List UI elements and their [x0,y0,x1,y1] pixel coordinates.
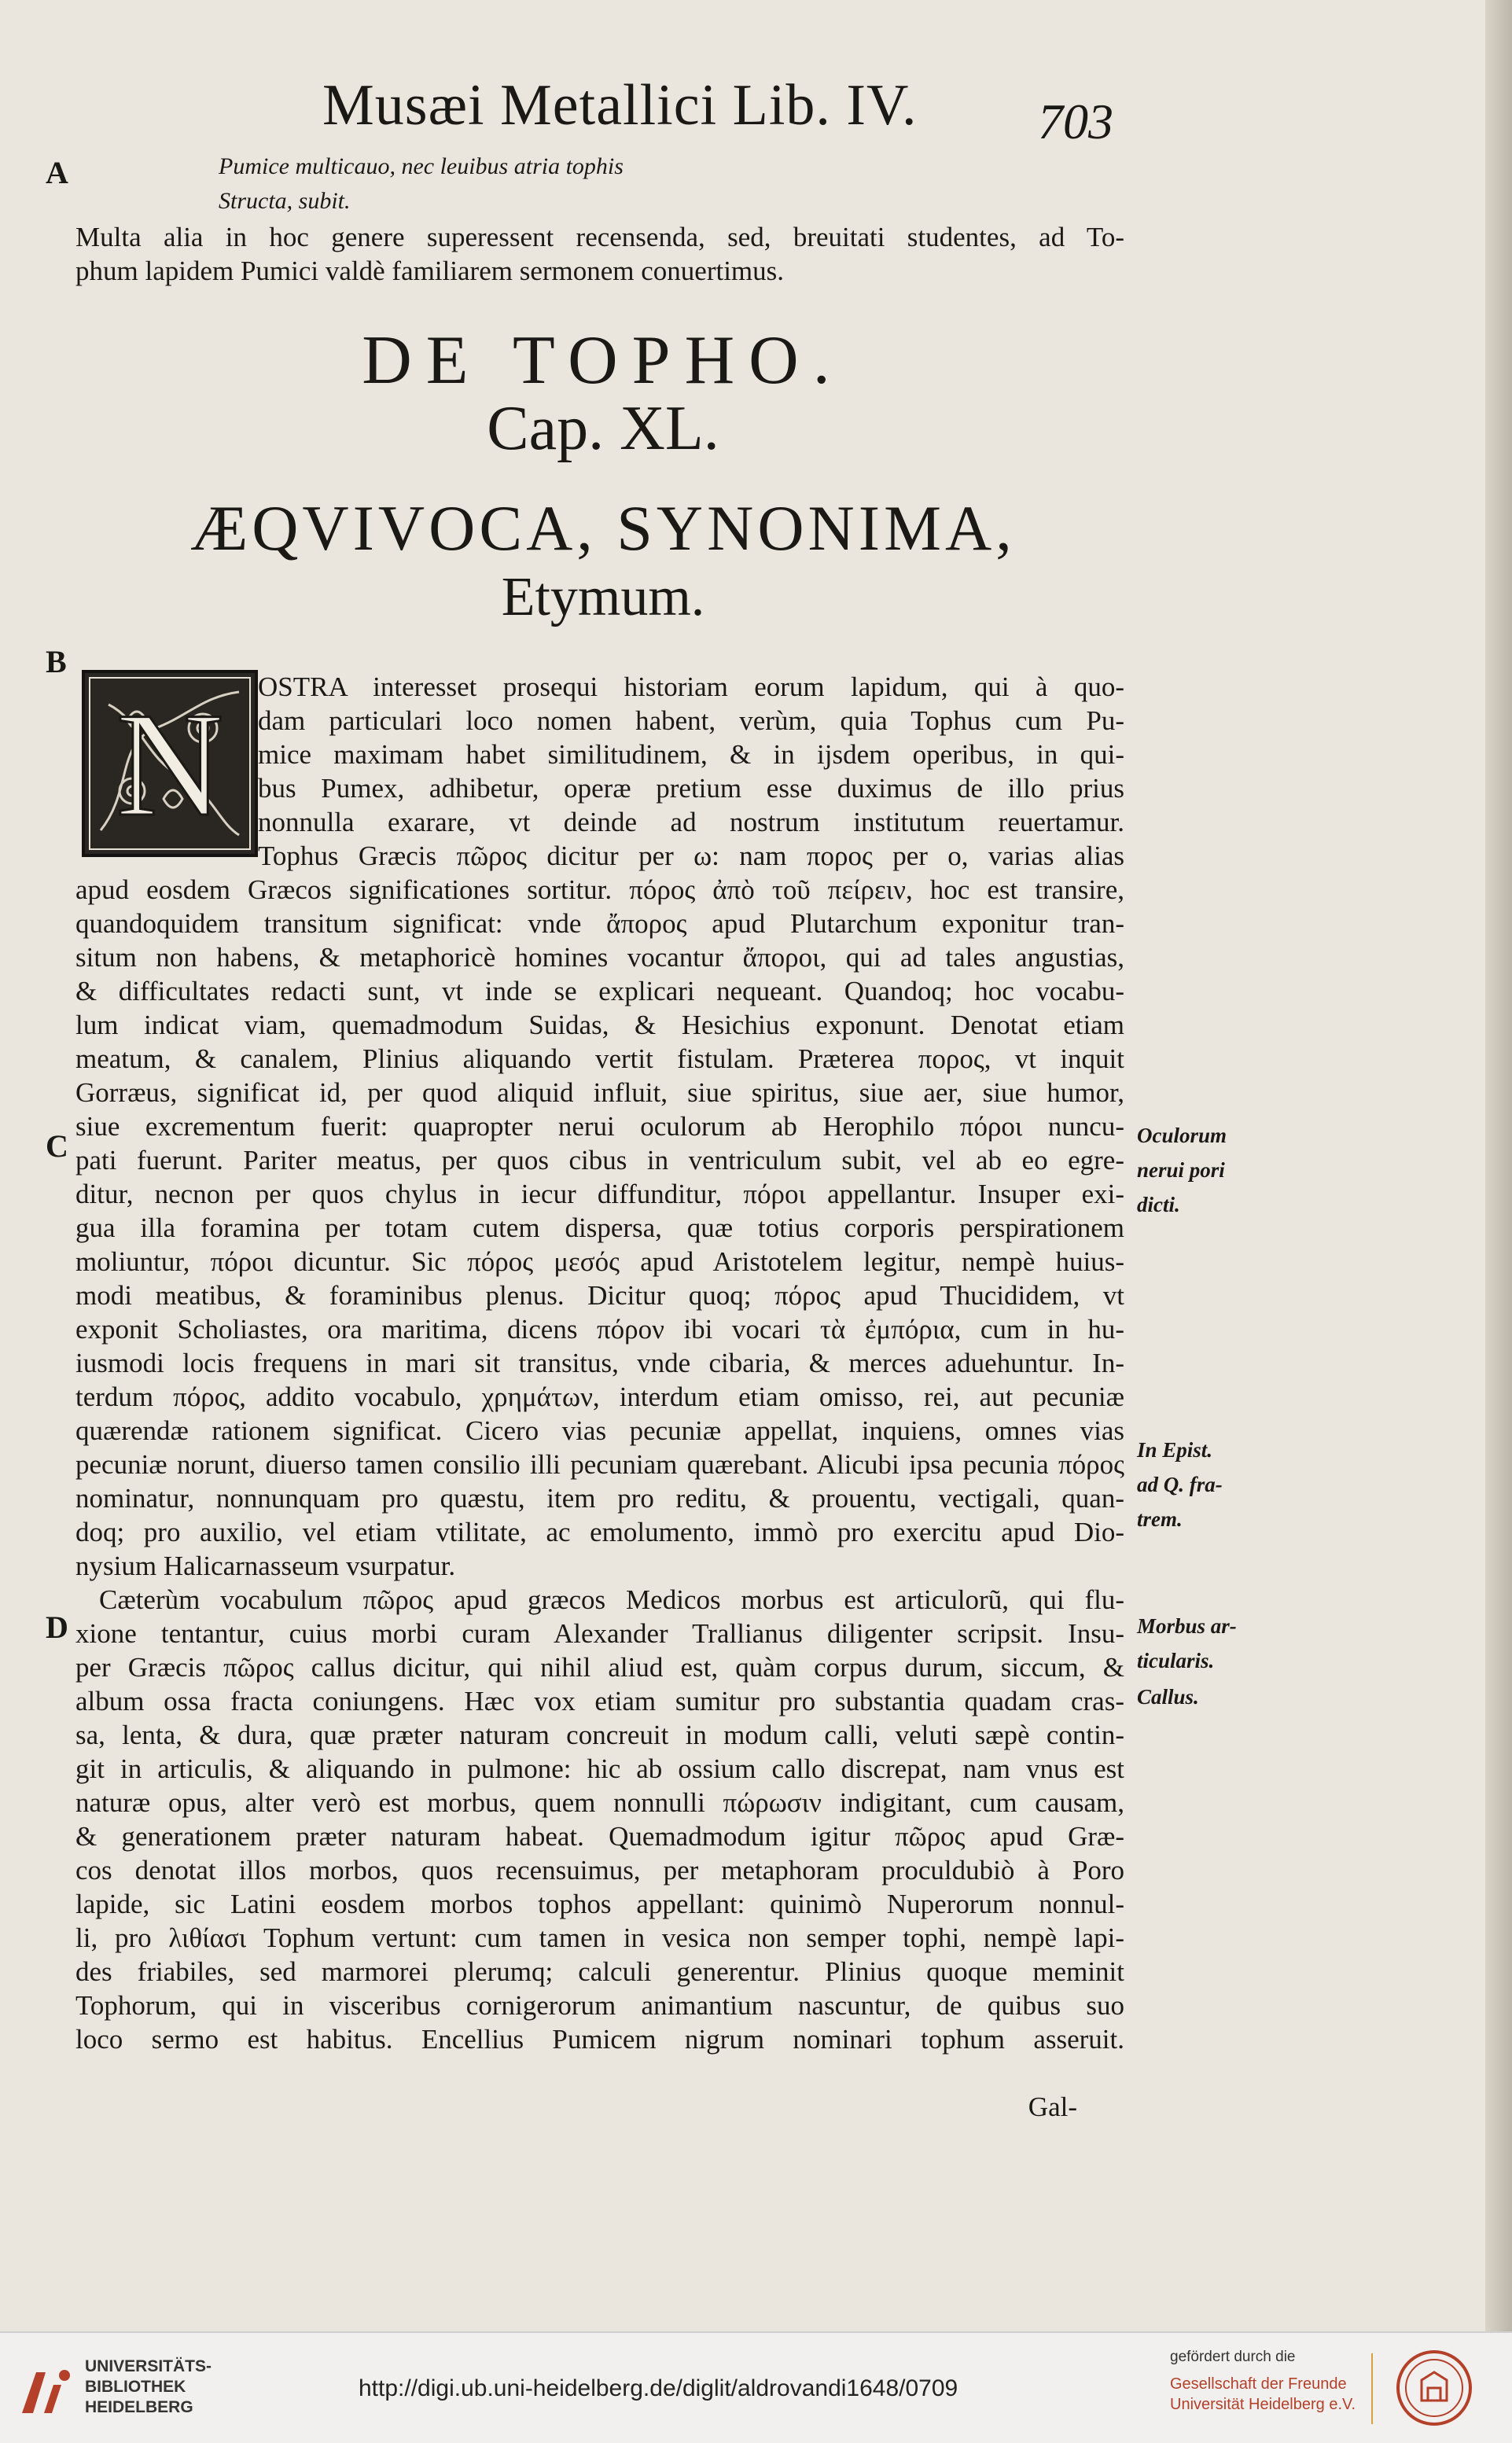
marginal-line: In Epist. [1137,1438,1213,1462]
text-line: git in articulis, & aliquando in pulmone: hic ab ossium callo discrepat, nam vnus est [75,1753,1124,1784]
margin-letter-c: C [46,1128,68,1164]
chapter-number: Cap. XL. [487,394,719,463]
ub-logo-icon[interactable] [17,2363,77,2426]
marginal-line: Morbus ar- [1137,1614,1237,1638]
text-line: terdum πόρος, addito vocabulo, χρημάτων, interdum etiam omisso, rei, aut pecuniæ [75,1382,1124,1412]
chapter-heading: DE TOPHO. [362,322,844,399]
text-line [75,2056,1124,2090]
marginal-line: Oculorum [1137,1124,1227,1147]
society-line: Universität Heidelberg e.V. [1170,2396,1356,2413]
text-line: pati fuerunt. Pariter meatus, per quos cibus in ventriculum subit, vel ab eo egre- [75,1145,1124,1176]
text-line: cos denotat illos morbos, quos recensuimus, per metaphoram proculdubiò à Poro [75,1855,1124,1886]
society-line: Gesellschaft der Freunde [1170,2375,1347,2393]
text-line: lum indicat viam, quemadmodum Suidas, & Hesichius exponunt. Denotat etiam [75,1010,1124,1040]
running-head: Musæi Metallici Lib. IV. [322,73,918,138]
text-line: siue excrementum fuerit: quapropter nerui oculorum ab Herophilo πόροι nuncu- [75,1111,1124,1142]
catchword: Gal- [1028,2092,1077,2122]
intro-paragraph [75,220,1124,288]
margin-letter-a: A [46,155,68,190]
text-line: Multa alia in hoc genere superessent recensenda, sed, breuitati studentes, ad To- [75,222,1124,252]
library-name[interactable] [85,2357,212,2418]
permalink[interactable]: http://digi.ub.uni-heidelberg.de/diglit/aldrovandi1648/0709 [359,2375,958,2401]
marginal-note-oculorum [1137,1118,1227,1222]
text-line: & generationem præter naturam habeat. Quemadmodum igitur πῶρος apud Græ- [75,1821,1124,1852]
section-heading: ÆQVIVOCA, SYNONIMA, [190,492,1016,564]
text-line: dam particulari loco nomen habent, verùm, quia Tophus cum Pu- [258,705,1124,736]
text-line: li, pro λιθίασι Tophum vertunt: cum tamen in vesica non semper tophi, nempè lapi- [75,1922,1124,1953]
funded-by-label: gefördert durch die [1170,2349,1296,2365]
text-line: pecuniæ norunt, diuerso tamen consilio illi pecuniam quærebant. Alicubi ipsa pecunia πόρος [75,1449,1124,1480]
text-line: ditur, necnon per quos chylus in iecur diffunditur, πόροι appellantur. Insuper exi- [75,1179,1124,1209]
text-line: apud eosdem Græcos significationes sortitur. πόρος ἀπὸ τοῦ πείρειν, hoc est transire, [75,874,1124,905]
text-line: doq; pro auxilio, vel etiam vtilitate, ac emolumento, immò pro exercitu apud Dio- [75,1517,1124,1547]
main-text [75,670,1124,2124]
text-line: quandoquidem transitum significat: vnde ἄπορος apud Plutarchum exponitur tran- [75,908,1124,939]
text-line: gua illa foramina per totam cutem dispersa, quæ totius corporis perspirationem [75,1212,1124,1243]
text-line: modi meatibus, & foraminibus plenus. Dicitur quoq; πόρος apud Thucididem, vt [75,1280,1124,1311]
text-line: iusmodi locis frequens in mari sit transitus, vnde cibaria, & merces aduehuntur. In- [75,1348,1124,1378]
text-line: OSTRA interesset prosequi historiam eorum lapidum, qui à quo- [258,671,1124,702]
text-line: xione tentantur, cuius morbi curam Alexander Trallianus diligenter scripsit. Insu- [75,1618,1124,1649]
section-subheading: Etymum. [501,567,705,627]
text-line: nominatur, nonnunquam pro quæstu, item pro reditu, & prouentu, vectigali, quan- [75,1483,1124,1514]
text-line: loco sermo est habitus. Encellius Pumicem nigrum nominari tophum asseruit. [75,2024,1124,2055]
marginal-note-callus [1137,1680,1199,1714]
text-line: Cæterùm vocabulum πῶρος apud græcos Medicos morbus est articulorũ, qui flu- [99,1584,1124,1615]
text-line: naturæ opus, alter verò est morbus, quem nonnulli πώρωσιν indigitant, cum causam, [75,1787,1124,1818]
society-link[interactable] [1170,2374,1356,2415]
viewer-footer [0,2331,1512,2443]
text-line: & difficultates redacti sunt, vt inde se explicari nequeant. Quandoq; hoc vocabu- [75,976,1124,1006]
page-edge [1485,0,1512,2331]
text-line: per Græcis πῶρος callus dicitur, qui nihil aliud est, quàm corpus durum, siccum, & [75,1652,1124,1683]
page-number: 703 [1038,94,1113,149]
text-line: des friabiles, sed marmorei plerumq; calculi generentur. Plinius quoque meminit [75,1956,1124,1987]
text-line: situm non habens, & metaphoricè homines vocantur ἄποροι, qui ad tales angustias, [75,942,1124,973]
text-line: Tophorum, qui in visceribus cornigerorum animantium nascuntur, de quibus suo [75,1990,1124,2021]
marginal-note-morbus [1137,1609,1237,1678]
marginal-line: dicti. [1137,1193,1180,1216]
margin-letter-d: D [46,1610,68,1645]
text-line: lapide, sic Latini eosdem morbos tophos appellant: quinimò Nuperorum nonnul- [75,1889,1124,1919]
verse-quote [219,149,624,219]
marginal-line: ad Q. fra- [1137,1473,1223,1496]
marginal-line: ticularis. [1137,1649,1215,1672]
verse-line: Structa, subit. [219,188,351,214]
text-line: nysium Halicarnasseum vsurpatur. [75,1551,456,1581]
marginal-line: Callus. [1137,1685,1199,1709]
initial-letter: N [116,682,224,848]
text-line: sa, lenta, & dura, quæ præter naturam concreuit in modum calli, veluti sæpè contin- [75,1720,1124,1750]
marginal-note-epist [1137,1433,1223,1536]
marginal-line: nerui pori [1137,1158,1225,1182]
library-name-line: UNIVERSITÄTS- [85,2357,212,2375]
text-line: exponit Scholiastes, ora maritima, dicens πόρον ibi vocari τὰ ἐμπόρια, cum in hu- [75,1314,1124,1345]
text-line: album ossa fracta coniungens. Hæc vox etiam sumitur pro substantia quadam cras- [75,1686,1124,1716]
text-line: bus Pumex, adhibetur, operæ pretium esse duximus de illo prius [258,773,1124,804]
library-name-line: HEIDELBERG [85,2398,193,2416]
text-line: quærendæ rationem significat. Cicero vias pecuniæ appellat, inquiens, omnes vias [75,1415,1124,1446]
text-line: Gorræus, significat id, per quod aliquid influit, siue spiritus, siue aer, siue humor, [75,1077,1124,1108]
marginal-line: trem. [1137,1507,1183,1531]
text-line: phum lapidem Pumici valdè familiarem sermonem conuertimus. [75,256,785,286]
text-line: mice maximam habet similitudinem, & in ijsdem operibus, in qui- [258,739,1124,770]
verse-line: Pumice multicauo, nec leuibus atria tophis [219,153,624,179]
text-line: nonnulla exarare, vt deinde ad nostrum institutum reuertamur. [258,807,1124,837]
university-seal-icon[interactable] [1395,2349,1473,2431]
footer-divider [1371,2353,1373,2424]
margin-letter-b: B [46,644,67,679]
text-line: moliuntur, πόροι dicuntur. Sic πόρος μεσός apud Aristotelem legitur, nempè huius- [75,1246,1124,1277]
library-name-line: BIBLIOTHEK [85,2378,186,2396]
text-line: Tophus Græcis πῶρος dicitur per ω: nam πορος per ο, varias alias [258,841,1124,871]
text-line: meatum, & canalem, Plinius aliquando vertit fistulam. Præterea πορος, vt inquit [75,1043,1124,1074]
